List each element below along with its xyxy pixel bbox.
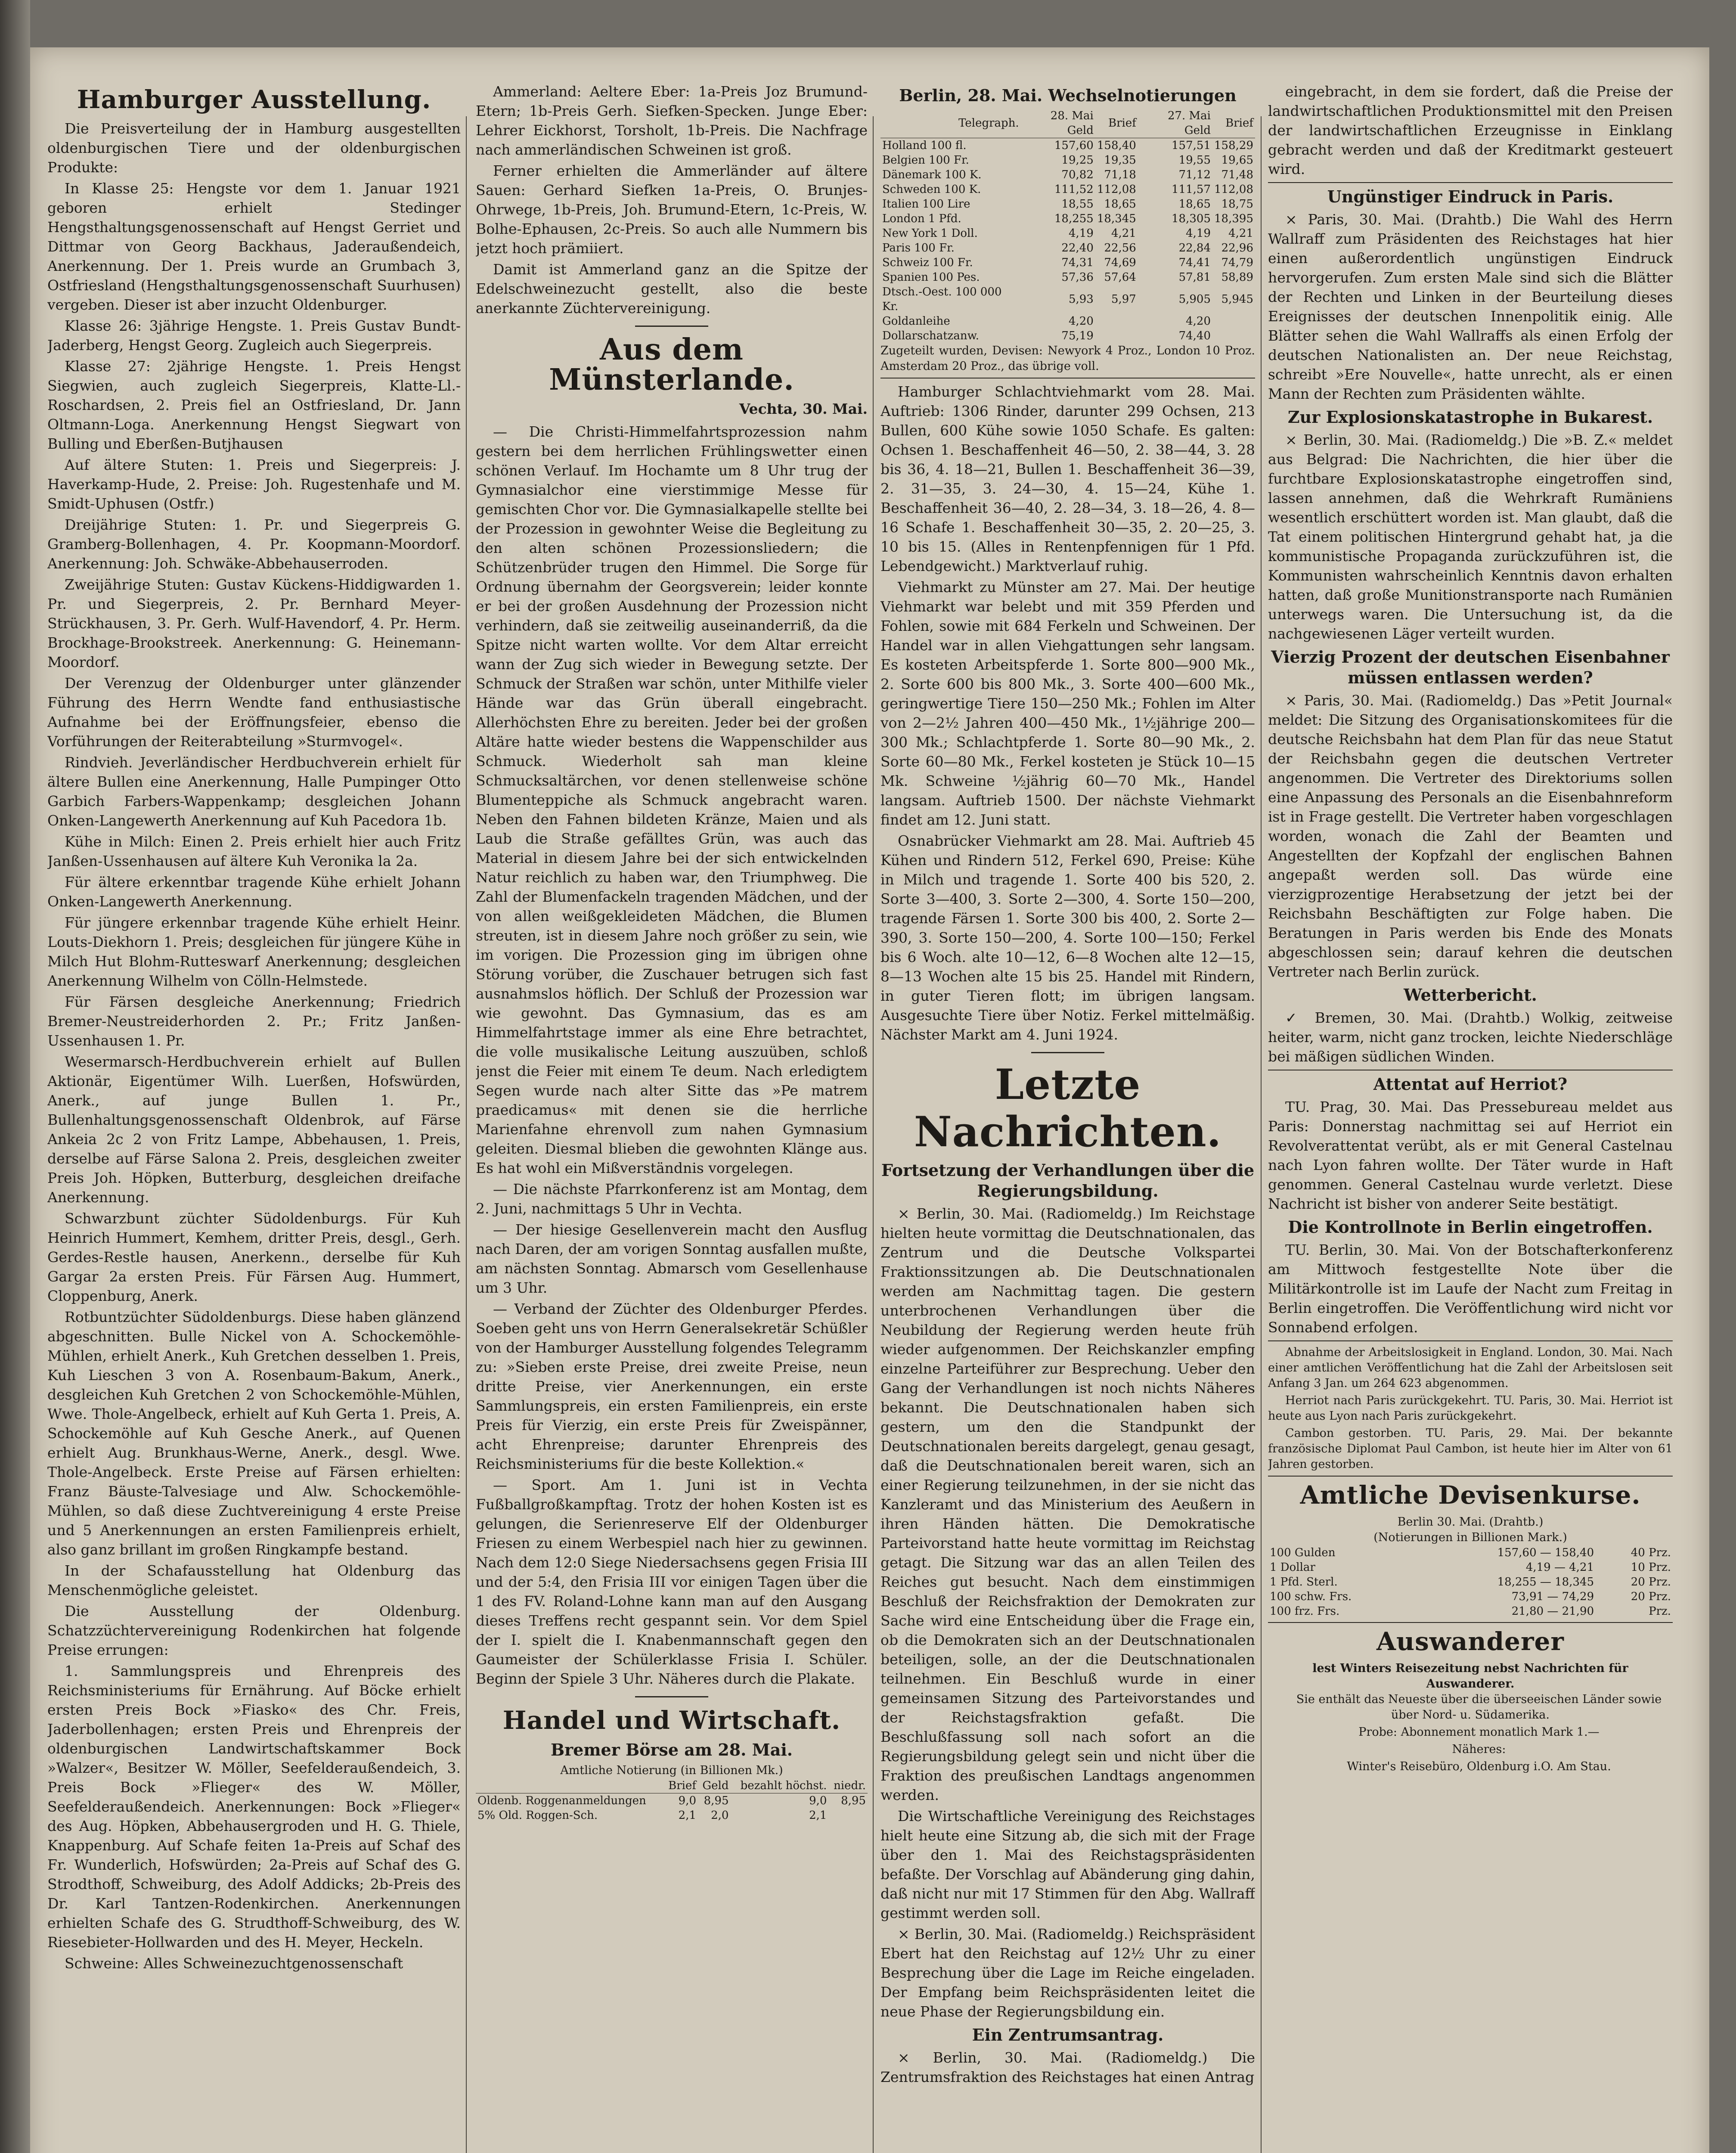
paragraph: Die Ausstellung der Oldenburg. Schatzzüchtervereinigung Rodenkirchen hat folgende Preise errungen: xyxy=(47,1603,461,1658)
table-cell: 19,55 xyxy=(1178,154,1211,167)
devisen-table xyxy=(1268,1545,1673,1619)
table-cell: 18,75 xyxy=(1221,198,1253,211)
table-cell: 18,65 xyxy=(1104,198,1136,211)
article-subtitle: Fortsetzung der Verhandlungen über die Regierungsbildung. xyxy=(881,1160,1255,1201)
table-row xyxy=(476,1808,868,1823)
divider xyxy=(635,326,708,327)
divider xyxy=(1031,1052,1104,1053)
section-title: Handel und Wirtschaft. xyxy=(502,1706,841,1735)
table-cell xyxy=(1212,329,1255,343)
paragraph: Näheres: xyxy=(1452,1743,1506,1756)
article-body xyxy=(880,1204,1255,2021)
table-cell: 21,80 — 21,90 xyxy=(1511,1605,1594,1618)
table-cell: 8,95 xyxy=(841,1794,866,1807)
table-cell: 1 Dollar xyxy=(1270,1561,1315,1574)
article-title: Letzte Nachrichten. xyxy=(914,1060,1222,1156)
paragraph: × Paris, 30. Mai. (Drahtb.) Die Wahl des Herrn Wallraff zum Präsidenten des Reichstages hat hier einen außerordentlich ungünstigen Eindruck hervorgerufen. Zum ersten Male sind sich die Blätter der Rechten und Linken in der Beurteilung dieses Ereignisses der deutschen Innenpolitik einig. Alle Blätter sehen die Wahl Wallraffs als einen Erfolg der deutschen Nationalisten an. Der neue Reichstag, schreibt »Ere Nouvelle«, hatte unrecht, als er einen Mann der Rechten zum Präsidenten wählte. xyxy=(1268,211,1673,402)
article-title: Hamburger Ausstellung. xyxy=(77,85,431,114)
article-body xyxy=(1268,82,1673,179)
table-cell: 19,65 xyxy=(1221,154,1253,167)
table-cell: Italien 100 Lire xyxy=(882,198,970,211)
paragraph: Osnabrücker Viehmarkt am 28. Mai. Auftrieb 45 Kühen und Rindern 512, Ferkel 690, Preise: Kühe in Milch und tragende 1. Sorte 400 bis 520, 2. Sorte 3—400, 3. Sorte 2—300, 4. Sorte 150—200, tragende Färsen 1. Sorte 300 bis 400, 2. Sorte 2—390, 3. Sorte 150—200, 4. Sorte 100—150; Ferkel bis 6 Woch. alte 10—12, 6—8 Wochen alte 12—15, 8—13 Wochen alte 15 bis 25. Handel mit Rindern, in guter Tieren flott; im übrigen langsam. Ausgesuchte Tiere über Notiz. Ferkel mittelmäßig. Nächster Markt am 4. Juni 1924. xyxy=(880,832,1255,1043)
article-subtitle: Die Kontrollnote in Berlin eingetroffen. xyxy=(1288,1217,1653,1237)
table-cell: 74,40 xyxy=(1178,329,1211,342)
table-row xyxy=(880,314,1255,329)
paragraph: Schweine: Alles Schweinezuchtgenossenschaft xyxy=(65,1955,403,1972)
article-body xyxy=(476,82,868,318)
article-subtitle: Vierzig Prozent der deutschen Eisenbahner müssen entlassen werden? xyxy=(1271,647,1670,687)
paragraph: Der Verenzug der Oldenburger unter glänzender Führung des Herrn Wendte fand enthusiastische Aufnahme bei der Eröffnungsfeier, ebenso die Vorführungen der Reiterabteilung »Sturmvogel«. xyxy=(47,675,461,750)
table-header: 28. Mai Geld xyxy=(1050,109,1094,137)
table-cell: Spanien 100 Pes. xyxy=(882,271,980,284)
table-cell: 111,57 xyxy=(1172,183,1211,196)
paragraph: Für Färsen desgleiche Anerkennung; Friedrich Bremer-Neustreiderhorden 2. Pr.; Fritz Janßen-Ussenhausen 1. Pr. xyxy=(47,993,461,1049)
table-row xyxy=(880,241,1255,255)
table-cell: 4,19 xyxy=(1186,227,1211,240)
table-cell: 5,93 xyxy=(1068,293,1094,306)
table-cell: 22,96 xyxy=(1221,242,1253,254)
table-cell: 19,35 xyxy=(1104,154,1136,167)
table-cell: 5,97 xyxy=(1111,293,1136,306)
table-cell: 18,55 xyxy=(1061,198,1094,211)
paragraph: Hamburger Schlachtviehmarkt vom 28. Mai. Auftrieb: 1306 Rinder, darunter 299 Ochsen, 213 Bullen, 600 Kühe sowie 1050 Schafe. Es galten: Ochsen 1. Beschaffenheit 46—50, 2. 38—44, 3. 28 bis 36, 4. 18—21, Bullen 1. Beschaffenheit 36—39, 2. 31—35, 3. 24—30, 4. 15—24, Kühe 1. Beschaffenheit 36—40, 2. 28—34, 3. 18—26, 4. 8—16 Schafe 1. Beschaffenheit 30—35, 2. 20—25, 3. 10 bis 15. (Alles in Rentenpfennigen für 1 Pfd. Lebendgewicht.) Marktverlauf ruhig. xyxy=(880,383,1255,574)
table-cell: 5% Old. Roggen-Sch. xyxy=(477,1809,598,1822)
paragraph: ✓ Bremen, 30. Mai. (Drahtb.) Wolkig, zeitweise heiter, warm, nicht ganz trocken, leichte Niederschläge bei mäßigen südlichen Winden. xyxy=(1268,1009,1673,1065)
table-row xyxy=(880,226,1255,241)
paragraph: Dreijährige Stuten: 1. Pr. und Siegerpreis G. Gramberg-Bollenhagen, 4. Pr. Koopmann-Moordorf. Anerkennung: Joh. Schwäke-Abbehauserroden. xyxy=(47,516,461,572)
column-rule xyxy=(873,116,874,2153)
ad-subtitle: lest Winters Reisezeitung nebst Nachrichten für Auswanderer. xyxy=(1312,1662,1628,1691)
column-1 xyxy=(47,82,461,2153)
table-row xyxy=(880,197,1255,211)
paragraph: 1. Sammlungspreis und Ehrenpreis des Reichsministeriums für Ernährung. Auf Böcke erhielt ersten Preis Bock »Fiasko« des Chr. Freis, Jaderbollenhagen; ersten Preis und Ehrenpreis der oldenburgischen Landwirtschaftskammer Bock »Walzer«, Besitzer W. Möller, Seefelderaußendeich, 3. Preis Bock »Flieger« des W. Möller, Seefelderaußendeich. Anerkennungen: Bock »Flieger« des Aug. Höpken, Abbehausergroden und H. G. Thiele, Knappenburg. Auf Schafe feiten 1a-Preis auf Schaf des Fr. Wunderlich, Hofswürden; 2a-Preis auf Schaf des G. Strodthoff, Schweiburg, des Adolf Addicks; 2b-Preis des Dr. Karl Tantzen-Rodenkirchen. Anerkennungen erhielten Schafe des G. Strudthoff-Schweiburg, des W. Riesebieter-Hollwarden und des H. Meyer, Heckeln. xyxy=(47,1663,461,1951)
book-fold xyxy=(0,0,30,2153)
divider xyxy=(1268,1476,1673,1477)
table-cell: 40 Prz. xyxy=(1631,1546,1671,1559)
paragraph: Die Preisverteilung der in Hamburg ausgestellten oldenburgischen Tiere und der oldenburgischen Produkte: xyxy=(47,120,461,176)
paragraph: In Klasse 25: Hengste vor dem 1. Januar 1921 geboren erhielt Stedinger Hengsthaltungsgenossenschaft auf Hengst Gerriet und Dittmar von Georg Backhaus, Jaderaußendeich, Anerkennung. Der 1. Preis wurde an Grumbach 3, Ostfriesland (Hengsthaltungsgenossenschaft Suurhusen) vergeben. Dieser ist aber inzucht Oldenburger. xyxy=(47,180,461,313)
paragraph: × Berlin, 30. Mai. (Radiomeldg.) Reichspräsident Ebert hat den Reichstag auf 12½ Uhr zu einer Besprechung über die Lage im Reiche eingeladen. Der Empfang beim Reichspräsidenten leitet die neue Phase der Regierungsbildung ein. xyxy=(880,1926,1255,2020)
table-cell: 2,1 xyxy=(678,1809,697,1822)
fx-note: Zugeteilt wurden, Devisen: Newyork 4 Proz., London 10 Proz. Amsterdam 20 Proz., das übrige voll. xyxy=(880,344,1255,373)
column-rule xyxy=(466,116,467,2153)
table-header: Brief xyxy=(1225,117,1253,130)
paragraph: Für jüngere erkennbar tragende Kühe erhielt Heinr. Louts-Diekhorn 1. Preis; desgleichen für jüngere Kühe in Milch Hut Blohm-Rutteswarf Anerkennung; desgleichen Anerkennung Wilhelm von Cölln-Helmstede. xyxy=(47,914,461,989)
table-cell: 18,395 xyxy=(1214,212,1253,225)
column-4 xyxy=(1268,82,1673,2153)
newspaper-page xyxy=(30,47,1709,2153)
table-row xyxy=(1268,1545,1673,1560)
table-cell: 9,0 xyxy=(678,1794,697,1807)
table-cell: 157,60 xyxy=(1054,139,1094,152)
article-subtitle: Ein Zentrumsantrag. xyxy=(972,2025,1164,2044)
table-cell: 4,20 xyxy=(1186,315,1211,328)
table-cell: 157,51 xyxy=(1172,139,1211,152)
paragraph: eingebracht, in dem sie fordert, daß die Preise der landwirtschaftlichen Produktionsmittel mit den Preisen der landwirtschaftlichen Erzeugnisse in Einklang gebracht werden und daß der Kreditmarkt gesteuert wird. xyxy=(1268,83,1673,177)
table-cell: 74,79 xyxy=(1221,256,1253,269)
table-row xyxy=(1268,1560,1673,1575)
article-body xyxy=(880,382,1255,1044)
paragraph: — Verband der Züchter des Oldenburger Pferdes. Soeben geht uns von Herrn Generalsekretär Schüßler von der Hamburger Ausstellung folgendes Telegramm zu: »Sieben erste Preise, drei zweite Preise, neun dritte Preise, vier Anerkennungen, ein erste Sammlungspreis, ein ersten Familienpreis, ein erste Preis für Vierzig, ein erste Preis für Zweispänner, acht Ehrenpreise; darunter Ehrenpreis des Reichsministeriums für die beste Kollektion.« xyxy=(476,1300,868,1472)
ad-title: Auswanderer xyxy=(1376,1627,1564,1656)
fx-title: Berlin, 28. Mai. Wechselnotierungen xyxy=(899,86,1237,105)
paragraph: × Berlin, 30. Mai. (Radiomeldg.) Im Reichstage hielten heute vormittag die Deutschnationalen, das Zentrum und die Deutsche Volkspartei Fraktionssitzungen ab. Die Deutschnationalen werden am Nachmittag tagen. Die gestern unterbrochenen Verhandlungen über die Neubildung der Regierung werden heute früh wieder aufgenommen. Der Reichskanzler empfing einzelne Parteiführer zur Besprechung. Ueber den Gang der Verhandlungen ist noch nichts Näheres bekannt. Die Deutschnationalen haben sich gestern, um den die Standpunkt der Deutschnationalen bereits dargelegt, genau gesagt, daß die Deutschnationalen bereit waren, sich an einer Regierung teilzunehmen, in der sie nicht das Kanzleramt und das Ministerium des Aeußern in ihren Händen hätten. Die Demokratische Parteivorstand hatte heute vormittag im Reichstag getagt. Die Sitzung war das an allen Teilen des Reiches gut besucht. Nach dem einstimmigen Beschluß der Reichsfraktion der Demokraten zur Sache wird eine Entscheidung über die Frage ein, ob die Demokraten sich an der Deutschnationalen beteiligen, solle, an der die Deutschnationalen teilnehmen. Ein Beschluß wurde in einer gemeinsamen Sitzung des Parteivorstandes und der Reichstagsfraktion gefaßt. Die Beschlußfassung soll nach sofort an die Regierungsbildung gelegt sein und nicht über die Fraktion des preußischen Landtags angenommen werden. xyxy=(880,1205,1255,1803)
paragraph: Rindvieh. Jeverländischer Herdbuchverein erhielt für ältere Bullen eine Anerkennung, Halle Pumpinger Otto Garbich Farbers-Wappenkamp; desgleichen Johann Onken-Langewerth Anerkennung auf Kuh Pacedora 1b. xyxy=(47,754,461,829)
table-cell: Goldanleihe xyxy=(882,315,950,328)
market-table xyxy=(476,1778,868,1823)
table-cell: Schweden 100 K. xyxy=(882,183,981,196)
dateline: Vechta, 30. Mai. xyxy=(739,400,868,417)
paragraph: In der Schafausstellung hat Oldenburg das Menschenmögliche geleistet. xyxy=(47,1562,461,1598)
article-subtitle: Wetterbericht. xyxy=(1404,985,1537,1005)
table-cell xyxy=(1095,329,1138,343)
table-header: Telegraph. xyxy=(958,117,1019,130)
table-cell: 18,255 — 18,345 xyxy=(1497,1576,1594,1588)
table-cell: 4,21 xyxy=(1228,227,1253,240)
table-row xyxy=(880,182,1255,197)
paragraph: Auf ältere Stuten: 1. Preis und Siegerpreis: J. Haverkamp-Hude, 2. Preise: Joh. Rugestenhafe und M. Smidt-Uphusen (Ostfr.) xyxy=(47,456,461,512)
section-title: Amtliche Devisenkurse. xyxy=(1300,1480,1641,1510)
table-row xyxy=(476,1793,868,1809)
paragraph: Ferner erhielten die Ammerländer auf ältere Sauen: Gerhard Siefken 1a-Preis, O. Brunjes-Ohrwege, 1b-Preis, Joh. Brumund-Etern, 1c-Preis, W. Bolhe-Ephausen, 2c-Preis. So auch alle Nummern bis jetzt hoch prämiiert. xyxy=(476,162,868,257)
article-title: Aus dem Münsterlande. xyxy=(549,332,794,397)
table-row xyxy=(880,138,1255,153)
table-cell: 10 Prz. xyxy=(1631,1561,1671,1574)
table-row xyxy=(1268,1575,1673,1589)
table-cell: 5,905 xyxy=(1178,293,1211,306)
table-row xyxy=(1268,1589,1673,1604)
table-cell: London 1 Pfd. xyxy=(882,212,961,225)
paragraph: Klasse 27: 2jährige Hengste. 1. Preis Hengst Siegwien, auch zugleich Siegerpreis, Klatte-Ll.-Roschardsen, 2. Preis fiel an Ostfriesland, Dr. Jann Oltmann-Loga. Anerkennung Hengst Siegwart von Bulling und Eberßen-Butjhausen xyxy=(47,358,461,452)
paragraph: Probe: Abonnement monatlich Mark 1.— xyxy=(1358,1725,1600,1739)
table-cell: 74,41 xyxy=(1178,256,1211,269)
table-cell: 75,19 xyxy=(1061,329,1094,342)
table-header: Brief xyxy=(668,1779,697,1792)
table-cell: 112,08 xyxy=(1097,183,1136,196)
paragraph: Kühe in Milch: Einen 2. Preis erhielt hier auch Fritz Janßen-Ussenhausen auf ältere Kuh Veronika la 2a. xyxy=(47,833,461,869)
table-cell: 4,21 xyxy=(1111,227,1136,240)
divider xyxy=(1268,1340,1673,1341)
table-cell: Holland 100 fl. xyxy=(882,139,967,152)
article-subtitle: Attentat auf Herriot? xyxy=(1373,1074,1568,1094)
table-cell: 22,56 xyxy=(1104,242,1136,254)
table-cell: 57,64 xyxy=(1104,271,1136,284)
paragraph: Winter's Reisebüro, Oldenburg i.O. Am Stau. xyxy=(1347,1760,1611,1773)
paragraph: — Der hiesige Gesellenverein macht den Ausflug nach Daren, der am vorigen Sonntag ausfallen mußte, am nächsten Sonntag. Abmarsch vom Gesellenhause um 3 Uhr. xyxy=(476,1221,868,1296)
table-row xyxy=(880,285,1255,314)
paragraph: Sie enthält das Neueste über die überseeischen Länder sowie über Nord- u. Südamerika. xyxy=(1296,1693,1662,1722)
table-cell: 100 schw. Frs. xyxy=(1270,1590,1352,1603)
table-cell: 111,52 xyxy=(1054,183,1094,196)
divider xyxy=(1268,1622,1673,1623)
table-cell: 20 Prz. xyxy=(1631,1590,1671,1603)
fx-table xyxy=(880,109,1255,343)
market-subtitle: Bremer Börse am 28. Mai. xyxy=(551,1740,793,1759)
paragraph: × Paris, 30. Mai. (Radiomeldg.) Das »Petit Journal« meldet: Die Sitzung des Organisationskomitees für die deutsche Reichsbahn hat dem Plan für das neue Statut der Reichsbahn gegen die deutschen Vertreter angenommen. Die Vertreter des Direktoriums sollen eine Anpassung des Personals an die Eisenbahnreform ist in Frage gestellt. Die Vertreter haben vorgeschlagen worden, wonach die Zahl der Beamten und Angestellten der Kopfzahl der englischen Bahnen angepaßt werden soll. Das würde eine vierzigprozentige Herabsetzung der jetzt bei der Reichsbahn Beschäftigten zur Folge haben. Die Beratungen in Paris werden bis Ende des Monats abgeschlossen sein; darauf kehren die deutschen Vertreter nach Berlin zurück. xyxy=(1268,692,1673,980)
table-cell: 22,84 xyxy=(1178,242,1211,254)
table-header: 27. Mai Geld xyxy=(1167,109,1211,137)
table-cell: 1 Pfd. Sterl. xyxy=(1270,1576,1338,1588)
paragraph: Damit ist Ammerland ganz an die Spitze der Edelschweinezucht gestellt, also die beste anerkannte Züchtervereinigung. xyxy=(476,261,868,316)
table-cell: 73,91 — 74,29 xyxy=(1511,1590,1594,1603)
table-cell: Prz. xyxy=(1649,1605,1671,1618)
paragraph: — Sport. Am 1. Juni ist in Vechta Fußballgroßkampftag. Trotz der hohen Kosten ist es gelungen, die Serienreserve Elf der Oldenburger Friesen zu einem Werbespiel nach hier zu gewinnen. Nach dem 12:0 Siege Niedersachsens gegen Frisia III und der 5:4, den Frisia III vor einigen Tagen über die 1 des FV. Roland-Lohne kann man auf den Ausgang dieses Treffens recht gespannt sein. Vor dem Spiel der I. spielt die I. Knabenmannschaft gegen den Gaumeister der Schülerklasse Frisia I. Schüler. Beginn der Spiele 3 Uhr. Näheres durch die Plakate. xyxy=(476,1477,868,1687)
market-note: Amtliche Notierung (in Billionen Mk.) xyxy=(560,1764,783,1777)
table-cell: 4,19 — 4,21 xyxy=(1525,1561,1594,1574)
column-3 xyxy=(880,82,1255,2153)
paragraph: Ammerland: Aeltere Eber: 1a-Preis Joz Brumund-Etern; 1b-Preis Gerh. Siefken-Specken. Junge Eber: Lehrer Eickhorst, Torsholt, 1b-Preis. Die Nachfrage nach ammerländischen Schweinen ist groß. xyxy=(476,83,868,158)
article-subtitle: Ungünstiger Eindruck in Paris. xyxy=(1327,187,1614,206)
table-header xyxy=(476,1778,663,1793)
table-cell: 158,40 xyxy=(1097,139,1136,152)
divider xyxy=(635,1696,708,1697)
devisen-note: (Notierungen in Billionen Mark.) xyxy=(1373,1531,1567,1544)
table-row xyxy=(880,255,1255,270)
table-cell: 4,19 xyxy=(1068,227,1094,240)
paragraph: Viehmarkt zu Münster am 27. Mai. Der heutige Viehmarkt war belebt und mit 359 Pferden und Fohlen, sowie mit 684 Ferkeln und Schweinen. Der Handel war in allen Viehgattungen sehr langsam. Es kosteten Arbeitspferde 1. Sorte 800—900 Mk., 2. Sorte 600 bis 800 Mk., 3. Sorte 400—600 Mk., geringwertige Tiere 150—250 Mk.; Fohlen im Alter von 2—2½ Jahren 400—450 Mk., 1½jährige 200—300 Mk.; Schlachtpferde 1. Sorte 80—90 Mk., 2. Sorte 60—80 Mk., Ferkel kosteten je Stück 10—15 Mk. Schweine ½jährig 60—70 Mk., Handel langsam. Auftrieb 1500. Der nächste Viehmarkt findet am 12. Juni statt. xyxy=(880,579,1255,828)
table-cell: 112,08 xyxy=(1214,183,1253,196)
paragraph: Wesermarsch-Herdbuchverein erhielt auf Bullen Aktionär, Eigentümer Wilh. Luerßen, Hofswürden, Anerk., auf junge Bullen 1. Pr., Bullenhaltungsgenossenschaft Oldenbrok, auf Färse Ankeia 2c 2 von Fritz Lampe, Abbehausen, 1. Preis, derselbe auf Färse Salona 2. Preis, desgleichen zweiter Preis Joh. Höpken, Butterburg, desgleichen dreifache Anerkennung. xyxy=(47,1053,461,1206)
news-briefs xyxy=(1268,1345,1673,1472)
article-subtitle: Zur Explosionskatastrophe in Bukarest. xyxy=(1287,407,1653,427)
table-header: Brief xyxy=(1108,117,1136,130)
paragraph: Schwarzbunt züchter Südoldenburgs. Für Kuh Heinrich Hummert, Kemhem, dritter Preis, desgl., Gerh. Gerdes-Restle hausen, Anerkenn., derselbe für Kuh Gargar 2a ersten Preis. Für Färsen Aug. Hummert, Cloppenburg, Anerk. xyxy=(47,1210,461,1304)
paragraph: × Berlin, 30. Mai. (Radiomeldg.) Die »B. Z.« meldet aus Belgrad: Die Nachrichten, die hier über die furchtbare Explosionskatastrophe eingetroffen sind, lassen annehmen, daß die Wehrkraft Rumäniens wesentlich erschüttert worden ist. Man glaubt, daß die Tat einem politischen Hintergrund gehabt hat, ja die kommunistische Propaganda zurückzuführen ist, die Kommunisten wahrscheinlich Kenntnis davon erhalten hatten, daß große Munitionstransporte nach Rumänien unterwegs waren. Die Untersuchung ist, da die nachgewiesenen Läger verteilt wurden. xyxy=(1268,431,1673,642)
divider xyxy=(1268,182,1673,183)
table-cell: 71,12 xyxy=(1178,168,1211,181)
table-cell: 100 Gulden xyxy=(1270,1546,1336,1559)
paragraph: Die Wirtschaftliche Vereinigung des Reichstages hielt heute eine Sitzung ab, die sich mit der Frage über den 1. Mai des Reichstagspräsidenten befaßte. Der Vorschlag auf Abänderung ging dahin, daß nicht nur mit 17 Stimmen für den Abg. Wallraff gestimmt werden soll. xyxy=(880,1808,1255,1921)
paragraph: TU. Berlin, 30. Mai. Von der Botschafterkonferenz am Mittwoch festgestellte Note über die Militärkontrolle ist im Laufe der Nacht zum Freitag in Berlin eingetroffen. Die Veröffentlichung wird nicht vor Sonnabend erfolgen. xyxy=(1268,1241,1673,1336)
table-cell: 57,81 xyxy=(1178,271,1211,284)
table-cell: 18,305 xyxy=(1172,212,1211,225)
table-cell: 71,48 xyxy=(1221,168,1253,181)
table-row xyxy=(880,211,1255,226)
table-cell xyxy=(1212,314,1255,329)
column-rule xyxy=(1261,116,1262,2153)
table-cell xyxy=(1095,314,1138,329)
table-cell: 4,20 xyxy=(1068,315,1094,328)
paragraph: Abnahme der Arbeitslosigkeit in England. London, 30. Mai. Nach einer amtlichen Veröffentlichung hat die Zahl der Arbeitslosen seit Anfang 3 Jan. um 264 623 abgenommen. xyxy=(1268,1346,1673,1390)
article-body xyxy=(47,119,461,1973)
column-2 xyxy=(476,82,868,2153)
table-cell: 8,95 xyxy=(704,1794,729,1807)
table-header: bezahlt höchst. xyxy=(740,1779,827,1792)
table-row xyxy=(880,329,1255,343)
table-cell: 18,345 xyxy=(1097,212,1136,225)
table-cell: Belgien 100 Fr. xyxy=(882,154,969,167)
table-row xyxy=(1268,1604,1673,1619)
table-cell: 20 Prz. xyxy=(1631,1576,1671,1588)
table-cell: Dtsch.-Oest. 100 000 Kr. xyxy=(882,285,1002,313)
table-cell: 58,89 xyxy=(1221,271,1253,284)
table-cell: 2,0 xyxy=(711,1809,729,1822)
table-cell: 9,0 xyxy=(809,1794,827,1807)
table-cell: 57,36 xyxy=(1061,271,1094,284)
table-header: niedr. xyxy=(834,1779,866,1792)
paragraph: — Die nächste Pfarrkonferenz ist am Montag, dem 2. Juni, nachmittags 5 Uhr in Vechta. xyxy=(476,1181,868,1217)
paragraph: Zweijährige Stuten: Gustav Kückens-Hiddigwarden 1. Pr. und Siegerpreis, 2. Pr. Bernhard Meyer-Strückhausen, 3. Pr. Gerh. Wulf-Havendorf, 4. Pr. Herm. Brockhage-Brookstreek. Anerkennung: G. Heinemann-Moordorf. xyxy=(47,576,461,670)
table-cell: 19,25 xyxy=(1061,154,1094,167)
table-cell: 100 frz. Frs. xyxy=(1270,1605,1340,1618)
table-cell: Dollarschatzanw. xyxy=(882,329,980,342)
table-cell: 22,40 xyxy=(1061,242,1094,254)
table-cell: 5,945 xyxy=(1221,293,1253,306)
paragraph: Klasse 26: 3jährige Hengste. 1. Preis Gustav Bundt-Jaderberg, Hengst Georg. Zugleich auch Siegerpreis. xyxy=(47,317,461,354)
table-cell: 158,29 xyxy=(1214,139,1253,152)
paragraph: Für ältere erkenntbar tragende Kühe erhielt Johann Onken-Langewerth Anerkennung. xyxy=(47,874,461,910)
table-cell: 2,1 xyxy=(809,1809,827,1822)
paragraph: Rotbuntzüchter Südoldenburgs. Diese haben glänzend abgeschnitten. Bulle Nickel von A. Schockemöhle-Mühlen, erhielt Anerk., Kuh Gretchen desselben 1. Preis, Kuh Lieschen 3 von A. Rosenbaum-Bakum, Anerk., desgleichen Kuh Gretchen 2 von Schockemöhle-Mühlen, Wwe. Thole-Angelbeck, erhielt auf Kuh Gerta 1. Preis, A. Schockemöhle auf Kuh Gesche Anerk., auf Quenen erhielt Aug. Brunkhaus-Werne, Anerk., desgl. Wwe. Thole-Angelbeck. Erste Preise auf Färsen erhielten: Franz Bäuste-Talvesiage und Alw. Schockemöhle-Mühlen, so daß diese Zuchtvereinigung 4 erste Preise und 5 Anerkennungen an ersten Familienpreis erhielt, also ganz brillant im großen Ringkampfe bestand. xyxy=(47,1309,461,1558)
table-cell: 157,60 — 158,40 xyxy=(1497,1546,1594,1559)
table-cell xyxy=(828,1808,868,1823)
table-cell: 71,18 xyxy=(1104,168,1136,181)
table-header: Geld xyxy=(702,1779,729,1792)
table-row xyxy=(880,168,1255,182)
table-cell: Schweiz 100 Fr. xyxy=(882,256,973,269)
paragraph: × Berlin, 30. Mai. (Radiomeldg.) Die Zentrumsfraktion des Reichstages hat einen Antrag xyxy=(880,2049,1255,2085)
ad-body xyxy=(1268,1692,1673,1775)
table-cell: New York 1 Doll. xyxy=(882,227,978,240)
table-cell: Dänemark 100 K. xyxy=(882,168,982,181)
table-row xyxy=(880,270,1255,285)
article-body xyxy=(476,422,868,1688)
table-row xyxy=(880,153,1255,168)
table-cell: 18,255 xyxy=(1054,212,1094,225)
devisen-subtitle: Berlin 30. Mai. (Drahtb.) xyxy=(1397,1515,1544,1529)
paragraph: Cambon gestorben. TU. Paris, 29. Mai. Der bekannte französische Diplomat Paul Cambon, ist heute hier im Alter von 61 Jahren gestorben. xyxy=(1268,1427,1673,1471)
table-cell: 70,82 xyxy=(1061,168,1094,181)
table-cell: 74,69 xyxy=(1104,256,1136,269)
paragraph: Herriot nach Paris zurückgekehrt. TU. Paris, 30. Mai. Herriot ist heute aus Lyon nach Paris zurückgekehrt. xyxy=(1268,1394,1673,1423)
table-cell: Oldenb. Roggenanmeldungen xyxy=(477,1794,646,1807)
table-cell: Paris 100 Fr. xyxy=(882,242,955,254)
table-cell: 18,65 xyxy=(1178,198,1211,211)
paragraph: TU. Prag, 30. Mai. Das Pressebureau meldet aus Paris: Donnerstag nachmittag sei auf Herriot ein Revolverattentat verübt, als er mit General Castelnau nach Lyon fahren wollte. Der Täter wurde in Haft genommen. General Castelnau wurde verletzt. Diese Nachricht ist bisher von anderer Seite bestätigt. xyxy=(1268,1098,1673,1212)
table-cell: 74,31 xyxy=(1061,256,1094,269)
paragraph: — Die Christi-Himmelfahrtsprozession nahm gestern bei dem herrlichen Frühlingswetter einen schönen Verlauf. Im Hochamte um 8 Uhr trug der Gymnasialchor eine vierstimmige Messe für gemischten Chor vor. Die Gymnasialkapelle stellte bei der Prozession in gewohnter Weise die Begleitung zu den alten schönen Prozessionsliedern; die Schützenbrüder trugen den Himmel. Die Sorge für Ordnung übernahm der Georgsverein; leider konnte er bei der großen Ausdehnung der Prozession nicht verhindern, daß sie zeitweilig auseinanderriß, da die Spitze nicht warten wollte. Vor dem Altar erreicht wann der Zug sich wieder in Bewegung setzte. Der Schmuck der Straßen war schön, unter Mithilfe vieler Hände war das Grün überall eingebracht. Allerhöchsten Ehre zu bereiten. Jeder bei der großen Altäre hatte wieder bestens die Wappenschilder aus Schmuck. Wiederholt sah man kleine Schmucksaltärchen, vor denen stellenweise schöne Blumenteppiche als Schmuck angebracht waren. Neben den Fahnen bildeten Kränze, Maien und als Laub die Straße gefälltes Grün, was auch das Material in diesem Jahre bei der sich entwickelnden Natur reichlich zu haben war, den Triumphweg. Die Zahl der Blumenfackeln tragenden Mädchen, und der von allen weißgekleideten Mädchen, die Blumen streuten, ist in diesem Jahre noch größer zu sein, wie im vorigen. Die Prozession ging im übrigen ohne Störung vorüber, die Zuschauer betrugen sich fast ausnahmslos höflich. Der Schluß der Prozession war wie gewohnt. Das Gymnasium, das es am Himmelfahrtstage immer als eine Ehre betrachtet, die volle musikalische Leitung auszuüben, schloß jenst die Feier mit einem Te deum. Nach erledigtem Segen wurde nach alter Sitte das »Pe matrem praedicamus« mit denen sie die herrliche Marienfahne ehrenvoll zum nahen Gymnasium geleiten. Diesmal blieben die gewohnten Klänge aus. Es hat wohl ein Mißverständnis vorgelegen. xyxy=(476,423,868,1176)
